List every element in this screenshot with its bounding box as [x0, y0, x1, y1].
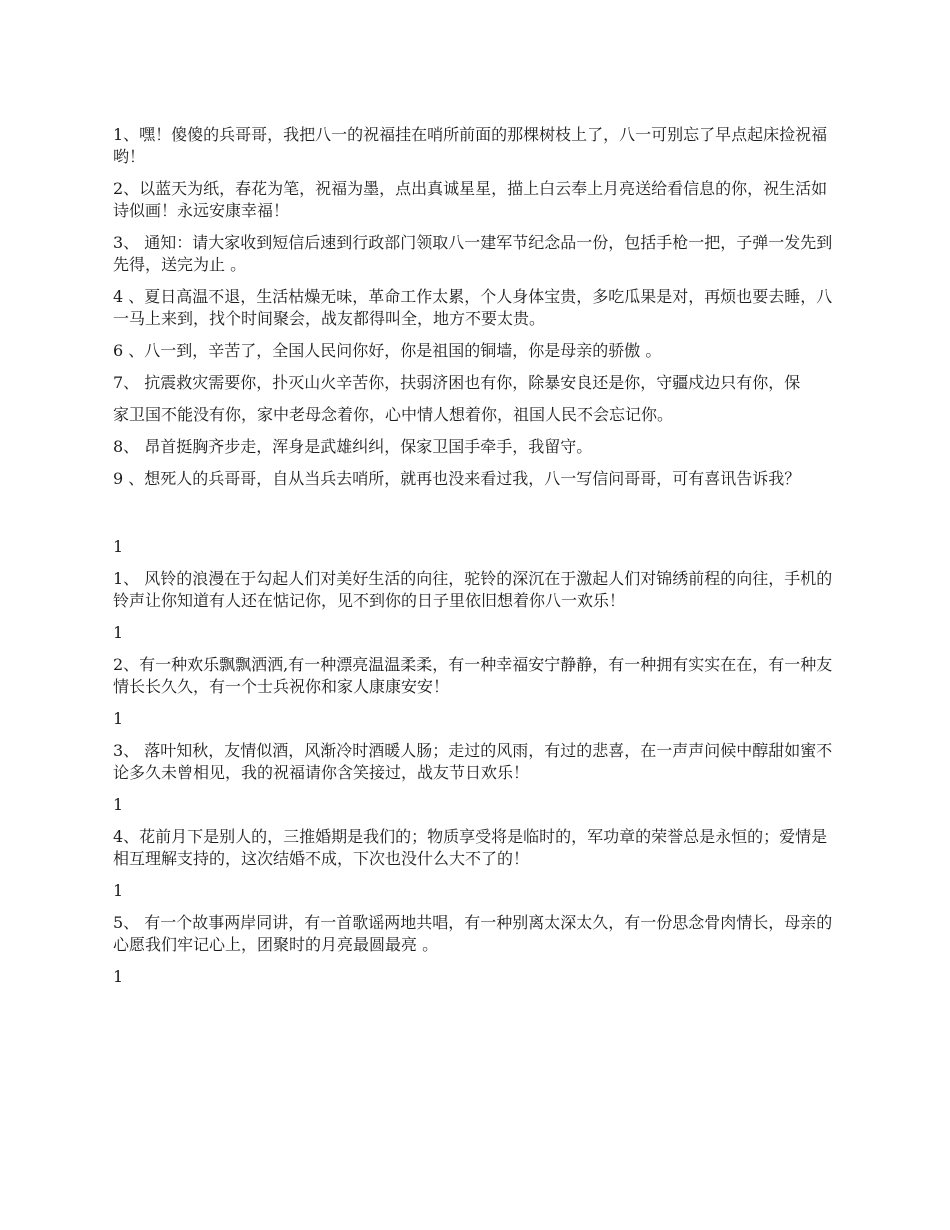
- paragraph: 6 、八一到，辛苦了，全国人民问你好，你是祖国的铜墙，你是母亲的骄傲 。: [113, 341, 662, 360]
- paragraph: 3、 落叶知秋，友情似酒，风渐冷时酒暖人肠；走过的风雨，有过的悲喜，在一声声问候中醇甜如蜜不论多久未曾相见，我的祝福请你含笑接过，战友节日欢乐！: [113, 741, 833, 782]
- document-body: [113, 124, 838, 998]
- paragraph: 9 、想死人的兵哥哥，自从当兵去哨所，就再也没来看过我，八一写信问哥哥，可有喜讯告诉我？: [113, 469, 801, 488]
- section-gap: [113, 500, 838, 536]
- paragraph: 2、有一种欢乐飘飘洒洒,有一种漂亮温温柔柔，有一种幸福安宁静静，有一种拥有实实在在，有一种友情长长久久，有一个士兵祝你和家人康康安安！: [113, 655, 833, 696]
- paragraph: 4、花前月下是别人的，三推婚期是我们的；物质享受将是临时的，军功章的荣誉总是永恒的；爱情是相互理解支持的，这次结婚不成，下次也没什么大不了的！: [113, 827, 828, 868]
- page-marker: 1: [113, 537, 124, 556]
- paragraph: 3、 通知：请大家收到短信后速到行政部门领取八一建军节纪念品一份，包括手枪一把，子弹一发先到先得，送完为止 。: [113, 233, 833, 274]
- paragraph: 1、 风铃的浪漫在于勾起人们对美好生活的向往，驼铃的深沉在于激起人们对锦绣前程的向往，手机的铃声让你知道有人还在惦记你，见不到你的日子里依旧想着你八一欢乐！: [113, 569, 833, 610]
- page-marker: 1: [113, 709, 124, 728]
- page-marker: 1: [113, 623, 124, 642]
- paragraph: 家卫国不能没有你，家中老母念着你，心中情人想着你，祖国人民不会忘记你。: [113, 405, 674, 424]
- paragraph: 4 、夏日高温不退，生活枯燥无味，革命工作太累，个人身体宝贵，多吃瓜果是对，再烦也要去睡，八一马上来到，找个时间聚会，战友都得叫全，地方不要太贵。: [113, 287, 833, 328]
- paragraph: 1、嘿！傻傻的兵哥哥，我把八一的祝福挂在哨所前面的那棵树枝上了，八一可别忘了早点起床捡祝福哟！: [113, 125, 828, 166]
- paragraph: 2、以蓝天为纸，春花为笔，祝福为墨，点出真诚星星，描上白云奉上月亮送给看信息的你，祝生活如诗似画！永远安康幸福！: [113, 179, 828, 220]
- page-marker: 1: [113, 967, 124, 986]
- page-marker: 1: [113, 881, 124, 900]
- paragraph: 5、 有一个故事两岸同讲，有一首歌谣两地共唱，有一种别离太深太久，有一份思念骨肉情长，母亲的心愿我们牢记心上，团聚时的月亮最圆最亮 。: [113, 913, 833, 954]
- page-marker: 1: [113, 795, 124, 814]
- paragraph: 7、 抗震救灾需要你，扑灭山火辛苦你，扶弱济困也有你，除暴安良还是你，守疆戍边只有你，保: [113, 373, 801, 392]
- paragraph: 8、 昂首挺胸齐步走，浑身是武雄纠纠，保家卫国手牵手，我留守。: [113, 437, 593, 456]
